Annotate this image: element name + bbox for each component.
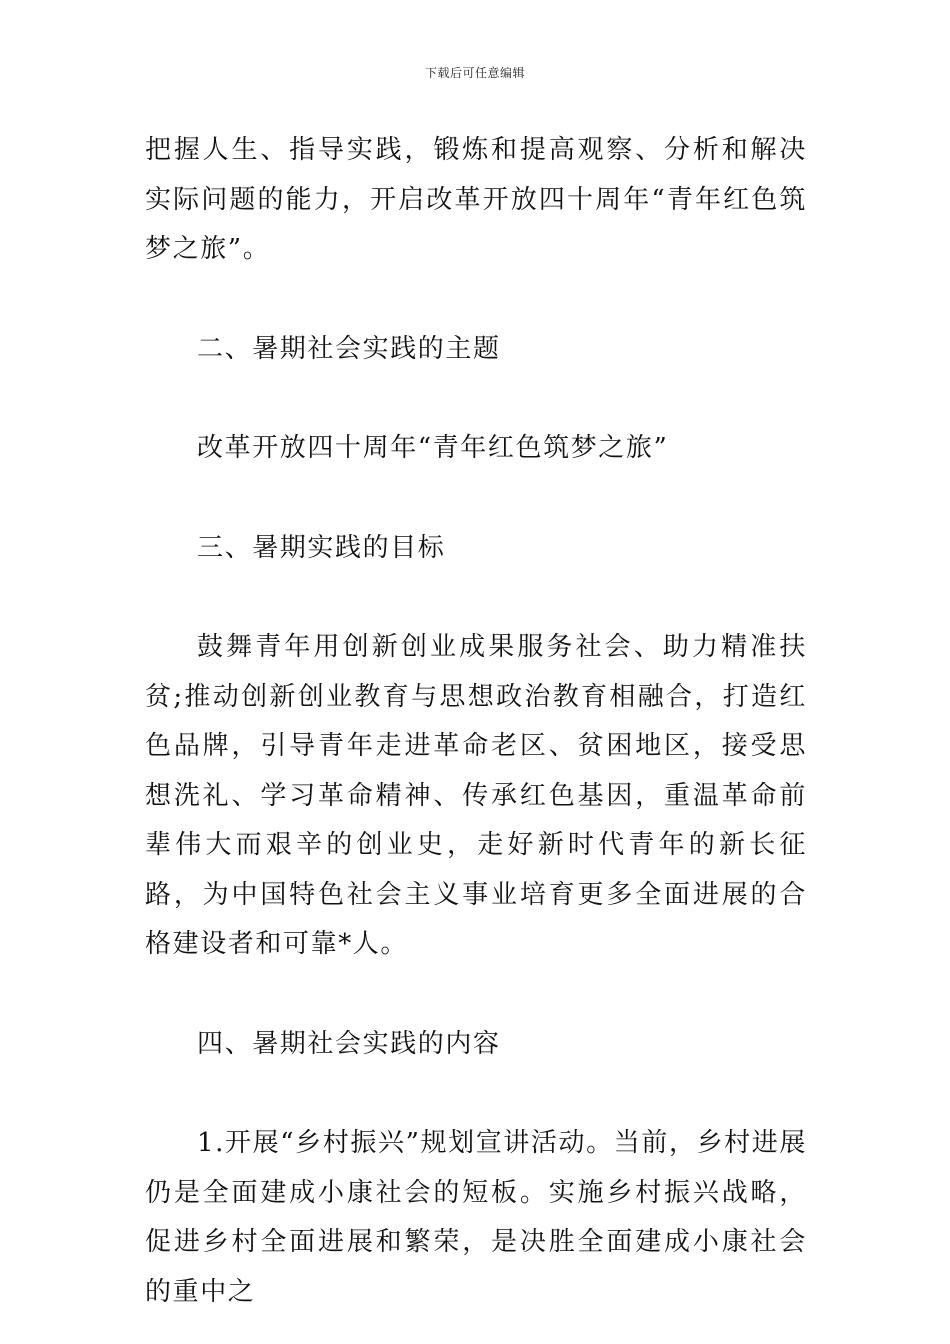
section-heading-goals: 三、暑期实践的目标	[197, 532, 446, 563]
paragraph-gap	[145, 275, 807, 325]
paragraph-goals: 鼓舞青年用创新创业成果服务社会、助力精准扶贫;推动创新创业教育与思想政治教育相融合，打造红色品牌，引导青年走进革命老区、贫困地区，接受思想洗礼、学习革命精神、传承红色基因，重温革命前辈伟大而艰辛的创业史，走好新时代青年的新长征路，为中国特色社会主义事业培育更多全面进展的合格建设者和可靠*人。	[145, 632, 807, 959]
paragraph-gap	[145, 970, 807, 1020]
paragraph-content-item-1: 1.开展“乡村振兴”规划宣讲活动。当前，乡村进展仍是全面建成小康社会的短板。实施乡村振兴战略，促进乡村全面进展和繁荣，是决胜全面建成小康社会的重中之	[145, 1128, 807, 1307]
paragraph-theme: 改革开放四十周年“青年红色筑梦之旅”	[197, 433, 669, 463]
paragraph-gap	[145, 573, 807, 623]
paragraph-intro-continuation: 把握人生、指导实践，锻炼和提高观察、分析和解决实际问题的能力，开启改革开放四十周年“青年红色筑梦之旅”。	[145, 135, 807, 264]
section-heading-content: 四、暑期社会实践的内容	[197, 1028, 501, 1059]
paragraph-gap	[145, 374, 807, 424]
paragraph-gap	[145, 474, 807, 524]
paragraph-gap	[145, 1069, 807, 1119]
section-heading-theme: 二、暑期社会实践的主题	[197, 333, 501, 364]
document-body	[145, 126, 807, 1317]
header-note: 下载后可任意编辑	[424, 66, 525, 80]
